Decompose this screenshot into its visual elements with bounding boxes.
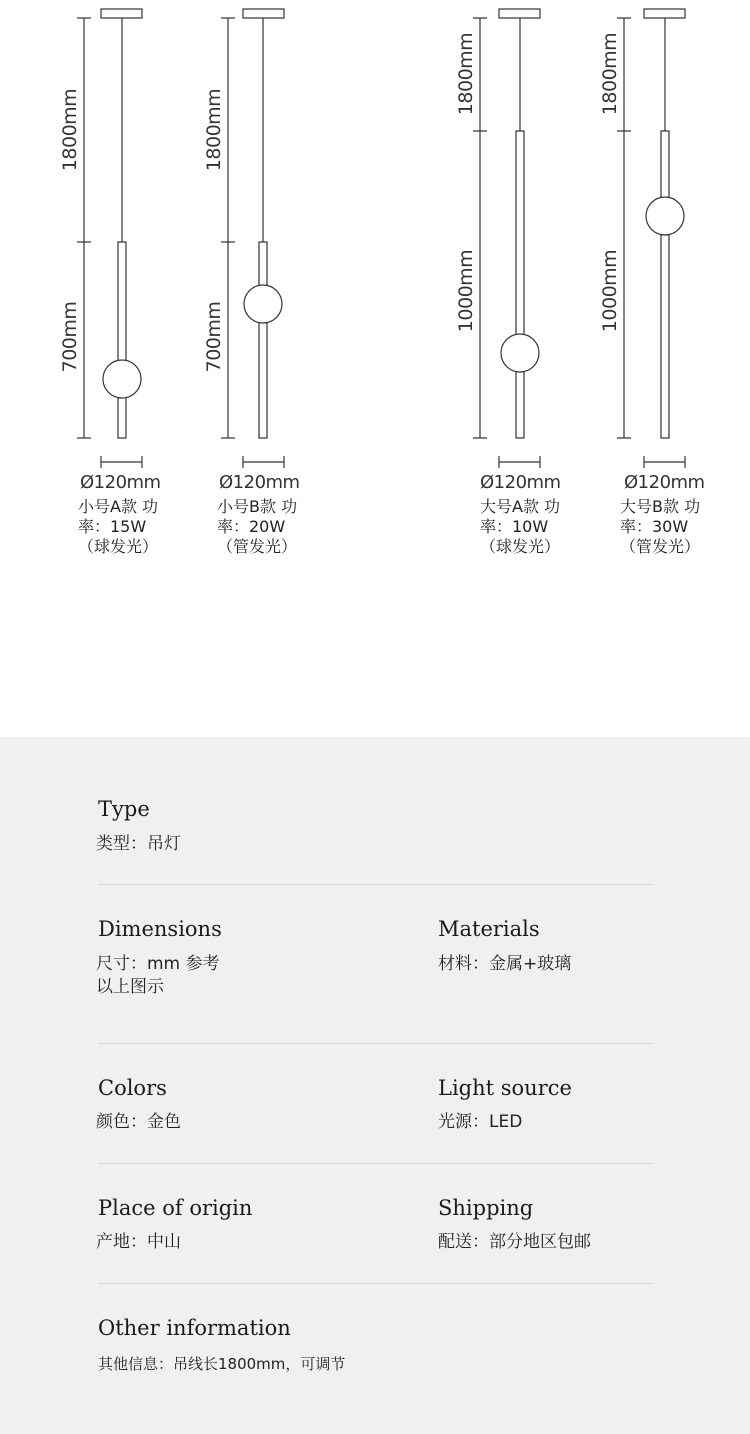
- v4-drop-length-label: 1800mm: [599, 32, 621, 116]
- type-value: 类型：吊灯: [96, 834, 181, 854]
- other-title: Other information: [98, 1316, 291, 1340]
- v4-diameter-label: Ø120mm: [624, 472, 705, 493]
- divider: [98, 1283, 653, 1284]
- v3-drop-length-label: 1800mm: [455, 32, 477, 116]
- type-title: Type: [98, 797, 150, 821]
- v3-description: 大号A款 功率：10W （球发光）: [480, 497, 561, 556]
- v1-body-length-label: 700mm: [59, 301, 81, 373]
- lamp-small-a-drawing: [77, 9, 142, 468]
- colors-value: 颜色：金色: [96, 1112, 181, 1132]
- v2-body-length-label: 700mm: [203, 301, 225, 373]
- divider: [98, 884, 653, 885]
- v1-drop-length-label: 1800mm: [59, 88, 81, 172]
- lamp-small-b-drawing: [221, 9, 284, 468]
- divider: [98, 1043, 653, 1044]
- materials-title: Materials: [438, 917, 540, 941]
- light-source-value: 光源：LED: [438, 1112, 523, 1132]
- v2-drop-length-label: 1800mm: [203, 88, 225, 172]
- materials-value: 材料：金属+玻璃: [438, 954, 572, 974]
- v1-diameter-label: Ø120mm: [80, 472, 161, 493]
- dimensions-title: Dimensions: [98, 917, 222, 941]
- v1-description: 小号A款 功率：15W （球发光）: [78, 497, 159, 556]
- v4-body-length-label: 1000mm: [599, 249, 621, 333]
- divider: [98, 1163, 653, 1164]
- dimensions-value: 尺寸：mm 参考以上图示: [96, 954, 220, 997]
- shipping-value: 配送：部分地区包邮: [438, 1232, 591, 1252]
- colors-title: Colors: [98, 1076, 167, 1100]
- v3-body-length-label: 1000mm: [455, 249, 477, 333]
- spec-panel: [0, 737, 750, 1434]
- v2-description: 小号B款 功率：20W （管发光）: [217, 497, 298, 556]
- lamp-large-a-drawing: [473, 9, 540, 468]
- lamp-large-b-drawing: [617, 9, 685, 468]
- v4-description: 大号B款 功率：30W （管发光）: [620, 497, 701, 556]
- origin-title: Place of origin: [98, 1196, 253, 1220]
- shipping-title: Shipping: [438, 1196, 534, 1220]
- other-value: 其他信息：吊线长1800mm，可调节: [98, 1355, 346, 1373]
- v3-diameter-label: Ø120mm: [480, 472, 561, 493]
- light-source-title: Light source: [438, 1076, 572, 1100]
- v2-diameter-label: Ø120mm: [219, 472, 300, 493]
- origin-value: 产地：中山: [96, 1232, 181, 1252]
